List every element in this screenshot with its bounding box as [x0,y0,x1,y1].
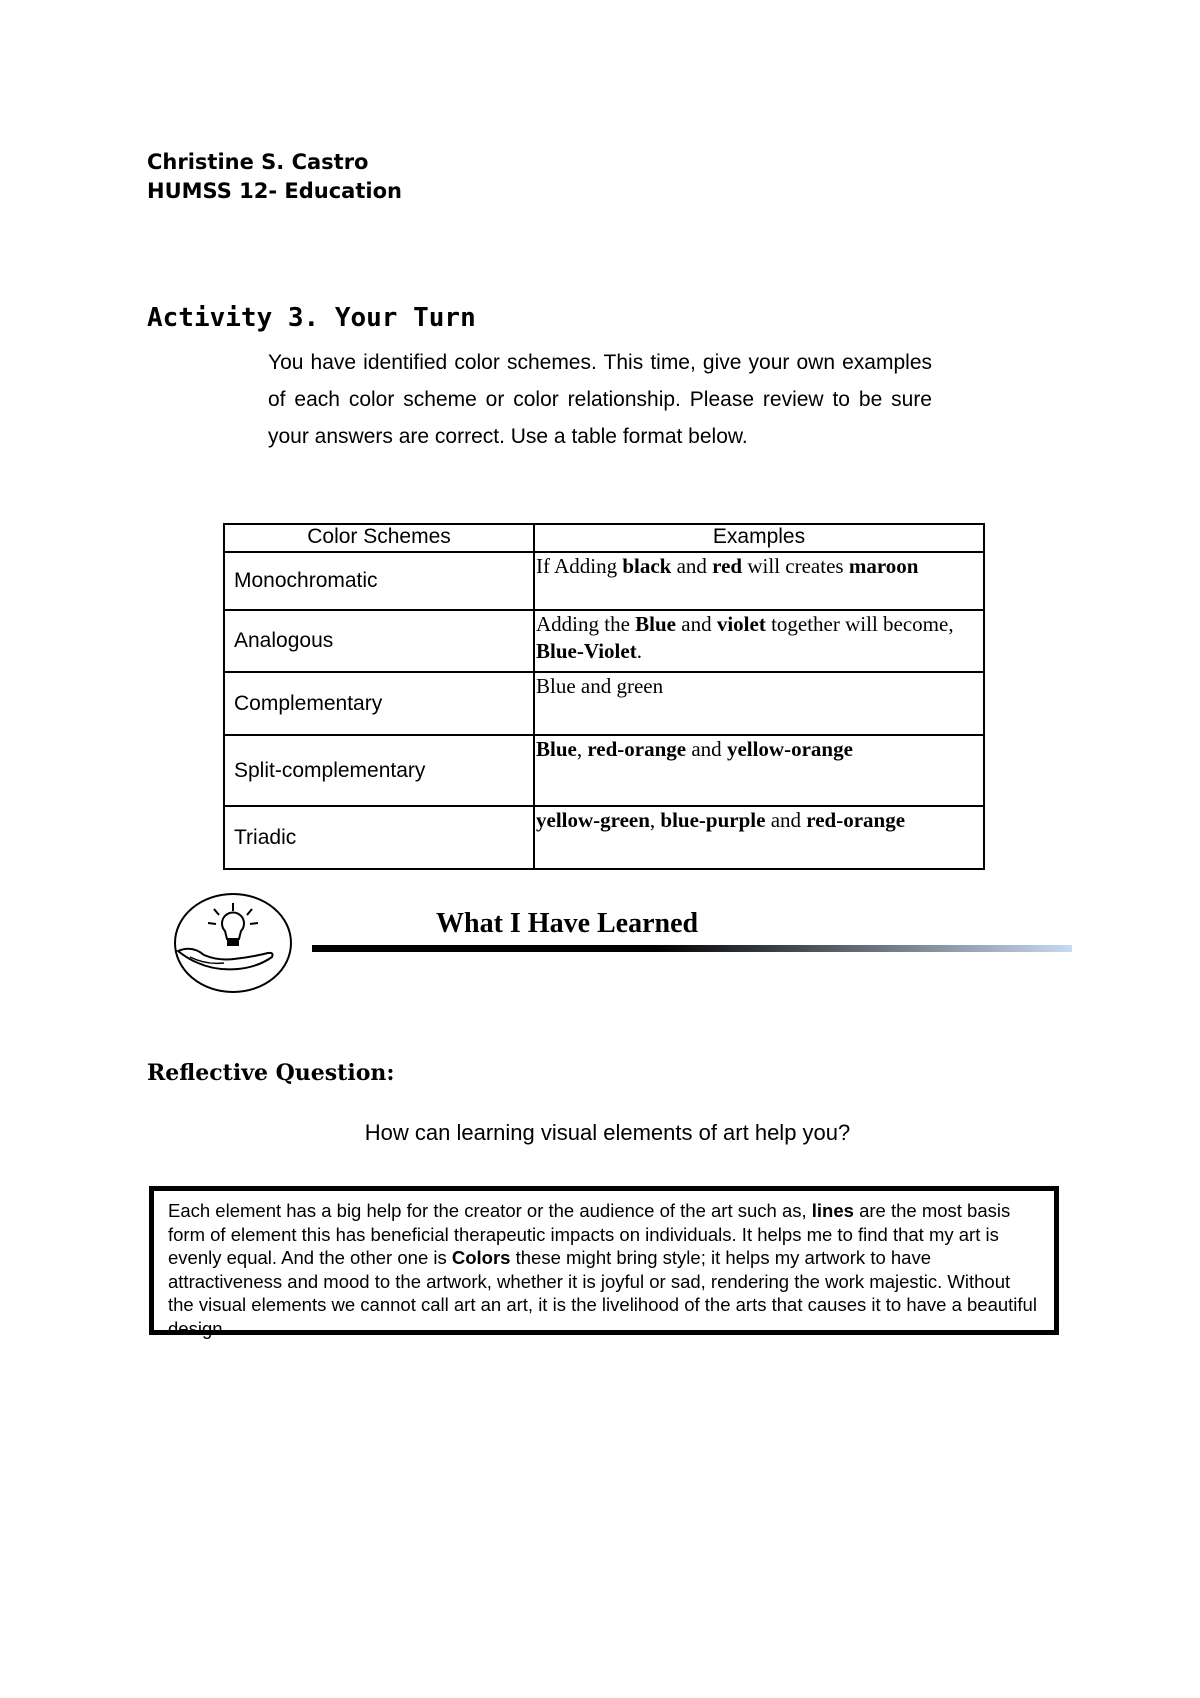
lightbulb-hand-icon [172,891,294,995]
table-row [224,735,984,806]
activity-title: Activity 3. Your Turn [147,303,476,333]
scheme-example: Blue and green [534,672,984,735]
scheme-example: yellow-green, blue-purple and red-orange [534,806,984,869]
answer-box: Each element has a big help for the creator or the audience of the art such as, lines are the most basis form of element this has beneficial therapeutic impacts on individuals. It helps me to find that my art is evenly equal. And the other one is Colors these might bring style; it helps my artwork to have attractiveness and mood to the artwork, whether it is joyful or sad, rendering the work majestic. Without the visual elements we cannot call art an art, it is the livelihood of the arts that causes it to have a beautiful design. [149,1186,1059,1335]
table-row [224,552,984,610]
scheme-name: Split-complementary [224,735,534,806]
student-section: HUMSS 12- Education [147,179,402,203]
table-header-row [224,524,984,552]
table-row [224,672,984,735]
scheme-name: Triadic [224,806,534,869]
scheme-name: Analogous [224,610,534,672]
color-scheme-table [223,523,985,870]
section-heading: What I Have Learned [436,908,699,939]
scheme-example: Adding the Blue and violet together will become, Blue-Violet. [534,610,984,672]
scheme-name: Monochromatic [224,552,534,610]
column-header-schemes: Color Schemes [224,524,534,552]
reflective-question-label: Reflective Question: [147,1060,395,1086]
table-row [224,610,984,672]
activity-instructions: You have identified color schemes. This time, give your own examples of each color scheme or color relationship. Please review to be sure your answers are correct. Use a table format below. [268,351,932,448]
reflective-question: How can learning visual elements of art help you? [364,1120,851,1145]
table-row [224,806,984,869]
heading-divider [312,945,1072,952]
scheme-example: If Adding black and red will creates maroon [534,552,984,610]
student-name: Christine S. Castro [147,150,369,174]
scheme-example: Blue, red-orange and yellow-orange [534,735,984,806]
column-header-examples: Examples [534,524,984,552]
scheme-name: Complementary [224,672,534,735]
